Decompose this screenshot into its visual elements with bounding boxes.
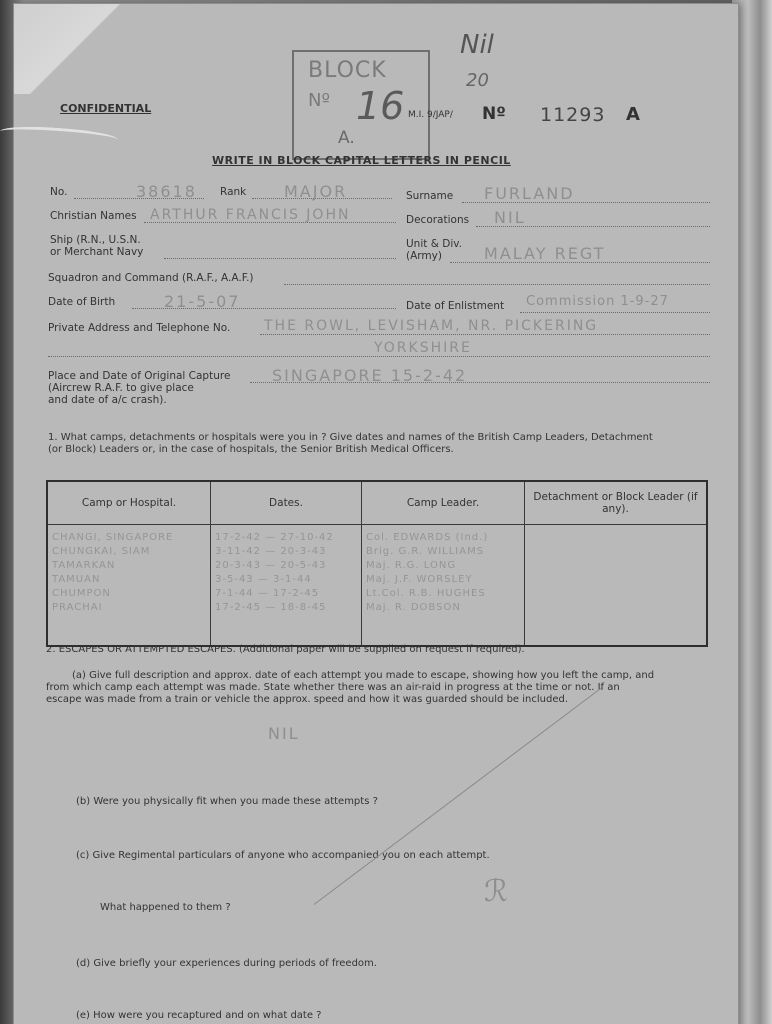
address-line-2 (48, 356, 710, 357)
confidential-label: CONFIDENTIAL (60, 102, 152, 115)
detachment-cell (525, 525, 708, 647)
block-stamp (292, 50, 430, 160)
date-entry: 20-3-43 — 20-5-43 (215, 560, 327, 571)
date-entry: 7-1-44 — 17-2-45 (215, 588, 320, 599)
header-detachment-leader: Detachment or Block Leader (if any). (525, 481, 708, 525)
stamp-letter: A. (338, 128, 355, 148)
date-entry: 3-11-42 — 20-3-43 (215, 546, 327, 557)
q2a-line-1: (a) Give full description and approx. date of each attempt you made to escape, showing how you left the camp, and (72, 670, 655, 681)
enlistment-value: Commission 1-9-27 (526, 294, 669, 309)
leader-entry: Maj. J.F. WORSLEY (366, 574, 473, 585)
date-entry: 17-2-42 — 27-10-42 (215, 532, 334, 543)
leader-entry: Maj. R. DOBSON (366, 602, 461, 613)
q1-line-1: 1. What camps, detachments or hospitals were you in ? Give dates and names of the British Camp Leaders, Detachment (48, 432, 653, 443)
form-number: 11293 (540, 104, 606, 126)
stamp-block: BLOCK (308, 58, 387, 83)
instruction-heading: WRITE IN BLOCK CAPITAL LETTERS IN PENCIL (212, 154, 511, 167)
q2d-text: (d) Give briefly your experiences during periods of freedom. (76, 958, 377, 969)
surname-label: Surname (406, 190, 454, 202)
camps-table (46, 480, 708, 647)
handwritten-annotation-nil: Nil (460, 30, 494, 60)
number-label: Nº (482, 104, 506, 124)
ship-label-1: Ship (R.N., U.S.N. (50, 234, 141, 246)
no-value: 38618 (136, 182, 197, 201)
q2b-text: (b) Were you physically fit when you made these attempts ? (76, 796, 378, 807)
capture-value: SINGAPORE 15-2-42 (272, 366, 468, 385)
capture-label-3: and date of a/c crash). (48, 394, 167, 406)
reference-code: M.I. 9/JAP/ (408, 110, 453, 120)
address-label: Private Address and Telephone No. (48, 322, 231, 334)
camp-entry: TAMUAN (52, 574, 101, 585)
q1-line-2: (or Block) Leaders or, in the case of hospitals, the Senior British Medical Officers. (48, 444, 454, 455)
stamp-number: 16 (356, 84, 405, 128)
decorations-value: NIL (494, 208, 526, 227)
rank-value: MAJOR (284, 182, 348, 201)
enlistment-line (520, 312, 710, 313)
stamp-no: Nº (308, 90, 330, 111)
address-value-2: YORKSHIRE (374, 340, 472, 356)
date-entry: 3-5-43 — 3-1-44 (215, 574, 312, 585)
camp-entry: CHUNGKAI, SIAM (52, 546, 151, 557)
date-entry: 17-2-45 — 18-8-45 (215, 602, 327, 613)
dob-label: Date of Birth (48, 296, 116, 308)
camp-entry: CHUMPON (52, 588, 111, 599)
decorations-label: Decorations (406, 214, 470, 226)
interrogation-form (14, 4, 738, 1024)
table-row (47, 525, 707, 647)
dates-list-cell (211, 525, 362, 647)
q2a-line-3: escape was made from a train or vehicle the approx. speed and how it was guarded should be included. (46, 694, 569, 705)
address-line-1 (260, 334, 710, 335)
ship-line (164, 258, 396, 259)
unit-value: MALAY REGT (484, 244, 606, 263)
capture-label-2: (Aircrew R.A.F. to give place (48, 382, 194, 394)
underlying-pages (732, 0, 772, 1024)
q2a-line-2: from which camp each attempt was made. State whether there was an air-raid in progress at the time or not. If an (46, 682, 620, 693)
header-dates: Dates. (211, 481, 362, 525)
squadron-label: Squadron and Command (R.A.F., A.A.F.) (48, 272, 254, 284)
squadron-line (284, 284, 710, 285)
leader-entry: Col. EDWARDS (Ind.) (366, 532, 489, 543)
ship-label-2: or Merchant Navy (50, 246, 144, 258)
leader-entry: Lt.Col. R.B. HUGHES (366, 588, 486, 599)
binding-string (0, 124, 118, 147)
dob-value: 21-5-07 (164, 292, 241, 311)
header-camp-leader: Camp Leader. (362, 481, 525, 525)
leader-entry: Maj. R.G. LONG (366, 560, 457, 571)
christian-names-label: Christian Names (50, 210, 137, 222)
leader-entry: Brig. G.R. WILLIAMS (366, 546, 485, 557)
handwritten-annotation-number: 20 (466, 70, 489, 91)
q2e-text: (e) How were you recaptured and on what date ? (76, 1010, 322, 1021)
address-value-1: THE ROWL, LEVISHAM, NR. PICKERING (264, 318, 599, 334)
capture-label-1: Place and Date of Original Capture (48, 370, 231, 382)
camp-entry: PRACHAI (52, 602, 103, 613)
folded-corner (14, 4, 134, 94)
header-camp: Camp or Hospital. (47, 481, 211, 525)
unit-label-2: (Army) (406, 250, 442, 262)
christian-names-value: ARTHUR FRANCIS JOHN (150, 207, 351, 223)
leaders-list-cell (362, 525, 525, 647)
camp-entry: CHANGI, SINGAPORE (52, 532, 174, 543)
unit-label-1: Unit & Div. (406, 238, 462, 250)
camp-list-cell (47, 525, 211, 647)
table-header-row (47, 481, 707, 525)
no-label: No. (50, 186, 68, 198)
q2a-answer: NIL (268, 724, 300, 743)
camp-entry: TAMARKAN (52, 560, 116, 571)
form-suffix: A (626, 104, 640, 125)
rank-label: Rank (220, 186, 247, 198)
enlistment-label: Date of Enlistment (406, 300, 505, 312)
handwritten-initials: ℛ (484, 874, 508, 909)
q2-heading: 2. ESCAPES OR ATTEMPTED ESCAPES. (Additional paper will be supplied on request if required). (46, 644, 525, 655)
surname-value: FURLAND (484, 184, 575, 203)
q2c-followup: What happened to them ? (100, 902, 231, 913)
q2c-text: (c) Give Regimental particulars of anyone who accompanied you on each attempt. (76, 850, 490, 861)
